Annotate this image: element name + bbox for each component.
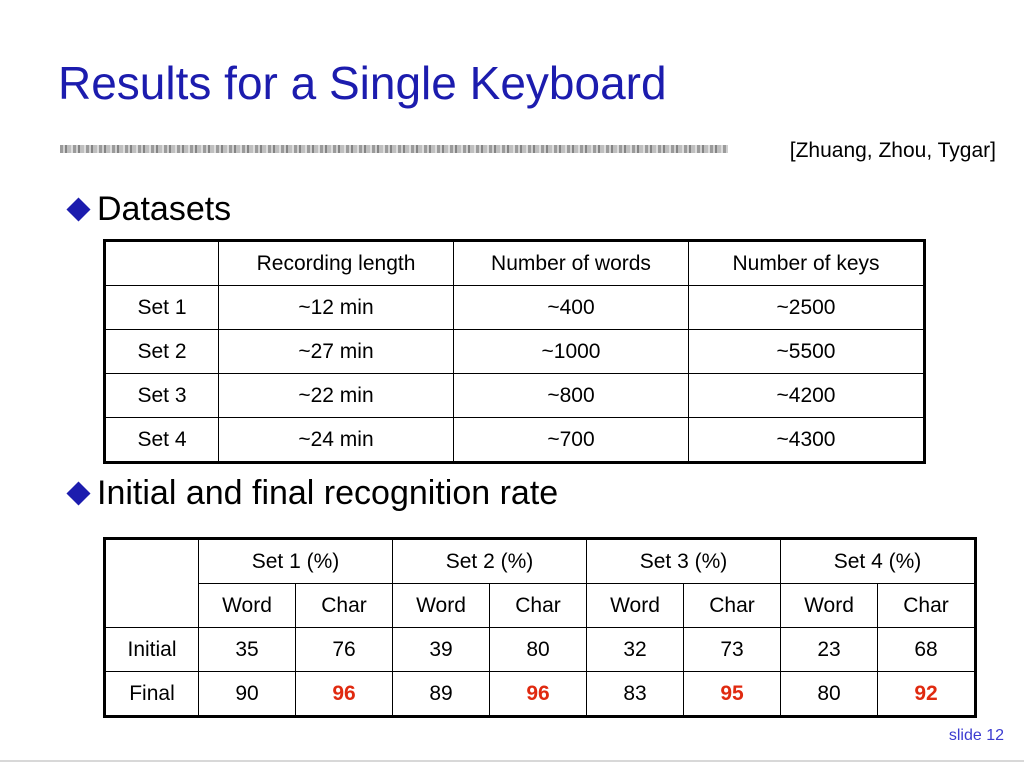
table-cell: 32 — [587, 628, 684, 672]
slide-title: Results for a Single Keyboard — [58, 57, 667, 109]
table-cell: ~5500 — [689, 330, 925, 374]
table-row — [105, 374, 925, 418]
header-cell-number-of-keys: Number of keys — [689, 241, 925, 286]
row-label-initial: Initial — [105, 628, 199, 672]
table-cell: ~1000 — [454, 330, 689, 374]
table-header-row — [105, 539, 976, 584]
bullet-recognition — [62, 474, 558, 513]
header-cell-number-of-words: Number of words — [454, 241, 689, 286]
subheader-cell-char: Char — [878, 584, 976, 628]
subheader-cell-word: Word — [587, 584, 684, 628]
bullet-datasets — [62, 190, 231, 229]
subheader-cell-char: Char — [684, 584, 781, 628]
subheader-cell-word: Word — [781, 584, 878, 628]
table-cell: 90 — [199, 672, 296, 717]
subheader-cell-char: Char — [490, 584, 587, 628]
table-cell: Set 4 — [105, 418, 219, 463]
table-cell: ~27 min — [219, 330, 454, 374]
subheader-cell-char: Char — [296, 584, 393, 628]
table-cell: ~24 min — [219, 418, 454, 463]
footer-divider — [0, 760, 1024, 762]
table-cell: 89 — [393, 672, 490, 717]
table-cell: ~2500 — [689, 286, 925, 330]
header-cell-empty — [105, 539, 199, 628]
header-cell-set-3: Set 3 (%) — [587, 539, 781, 584]
table-row — [105, 672, 976, 717]
table-cell: Set 2 — [105, 330, 219, 374]
table-cell: ~800 — [454, 374, 689, 418]
subheader-cell-word: Word — [393, 584, 490, 628]
diamond-bullet-icon — [66, 481, 90, 505]
table-cell: ~400 — [454, 286, 689, 330]
table-cell-highlight: 92 — [878, 672, 976, 717]
recognition-table — [103, 537, 977, 718]
header-cell-recording-length: Recording length — [219, 241, 454, 286]
table-cell: ~4200 — [689, 374, 925, 418]
table-cell: 35 — [199, 628, 296, 672]
table-cell: ~22 min — [219, 374, 454, 418]
table-cell: 80 — [781, 672, 878, 717]
title-divider — [60, 145, 728, 153]
table-cell-highlight: 96 — [490, 672, 587, 717]
table-cell: 23 — [781, 628, 878, 672]
table-cell-highlight: 96 — [296, 672, 393, 717]
row-label-final: Final — [105, 672, 199, 717]
table-cell: 76 — [296, 628, 393, 672]
header-cell-set-1: Set 1 (%) — [199, 539, 393, 584]
table-cell: ~12 min — [219, 286, 454, 330]
table-cell-highlight: 95 — [684, 672, 781, 717]
diamond-bullet-icon — [66, 197, 90, 221]
table-row — [105, 418, 925, 463]
header-cell-set-2: Set 2 (%) — [393, 539, 587, 584]
bullet-recognition-label: Initial and final recognition rate — [97, 474, 559, 512]
datasets-table — [103, 239, 926, 464]
slide-number: slide 12 — [948, 727, 1004, 744]
table-cell: 73 — [684, 628, 781, 672]
table-cell: ~4300 — [689, 418, 925, 463]
table-cell: Set 1 — [105, 286, 219, 330]
header-cell-empty — [105, 241, 219, 286]
table-cell: 83 — [587, 672, 684, 717]
table-header-row — [105, 241, 925, 286]
header-cell-set-4: Set 4 (%) — [781, 539, 976, 584]
table-cell: 68 — [878, 628, 976, 672]
table-cell: 80 — [490, 628, 587, 672]
table-subheader-row — [105, 584, 976, 628]
table-cell: 39 — [393, 628, 490, 672]
table-row — [105, 286, 925, 330]
table-row — [105, 330, 925, 374]
subheader-cell-word: Word — [199, 584, 296, 628]
table-cell: ~700 — [454, 418, 689, 463]
citation: [Zhuang, Zhou, Tygar] — [789, 139, 996, 162]
table-row — [105, 628, 976, 672]
bullet-datasets-label: Datasets — [97, 190, 232, 228]
table-cell: Set 3 — [105, 374, 219, 418]
